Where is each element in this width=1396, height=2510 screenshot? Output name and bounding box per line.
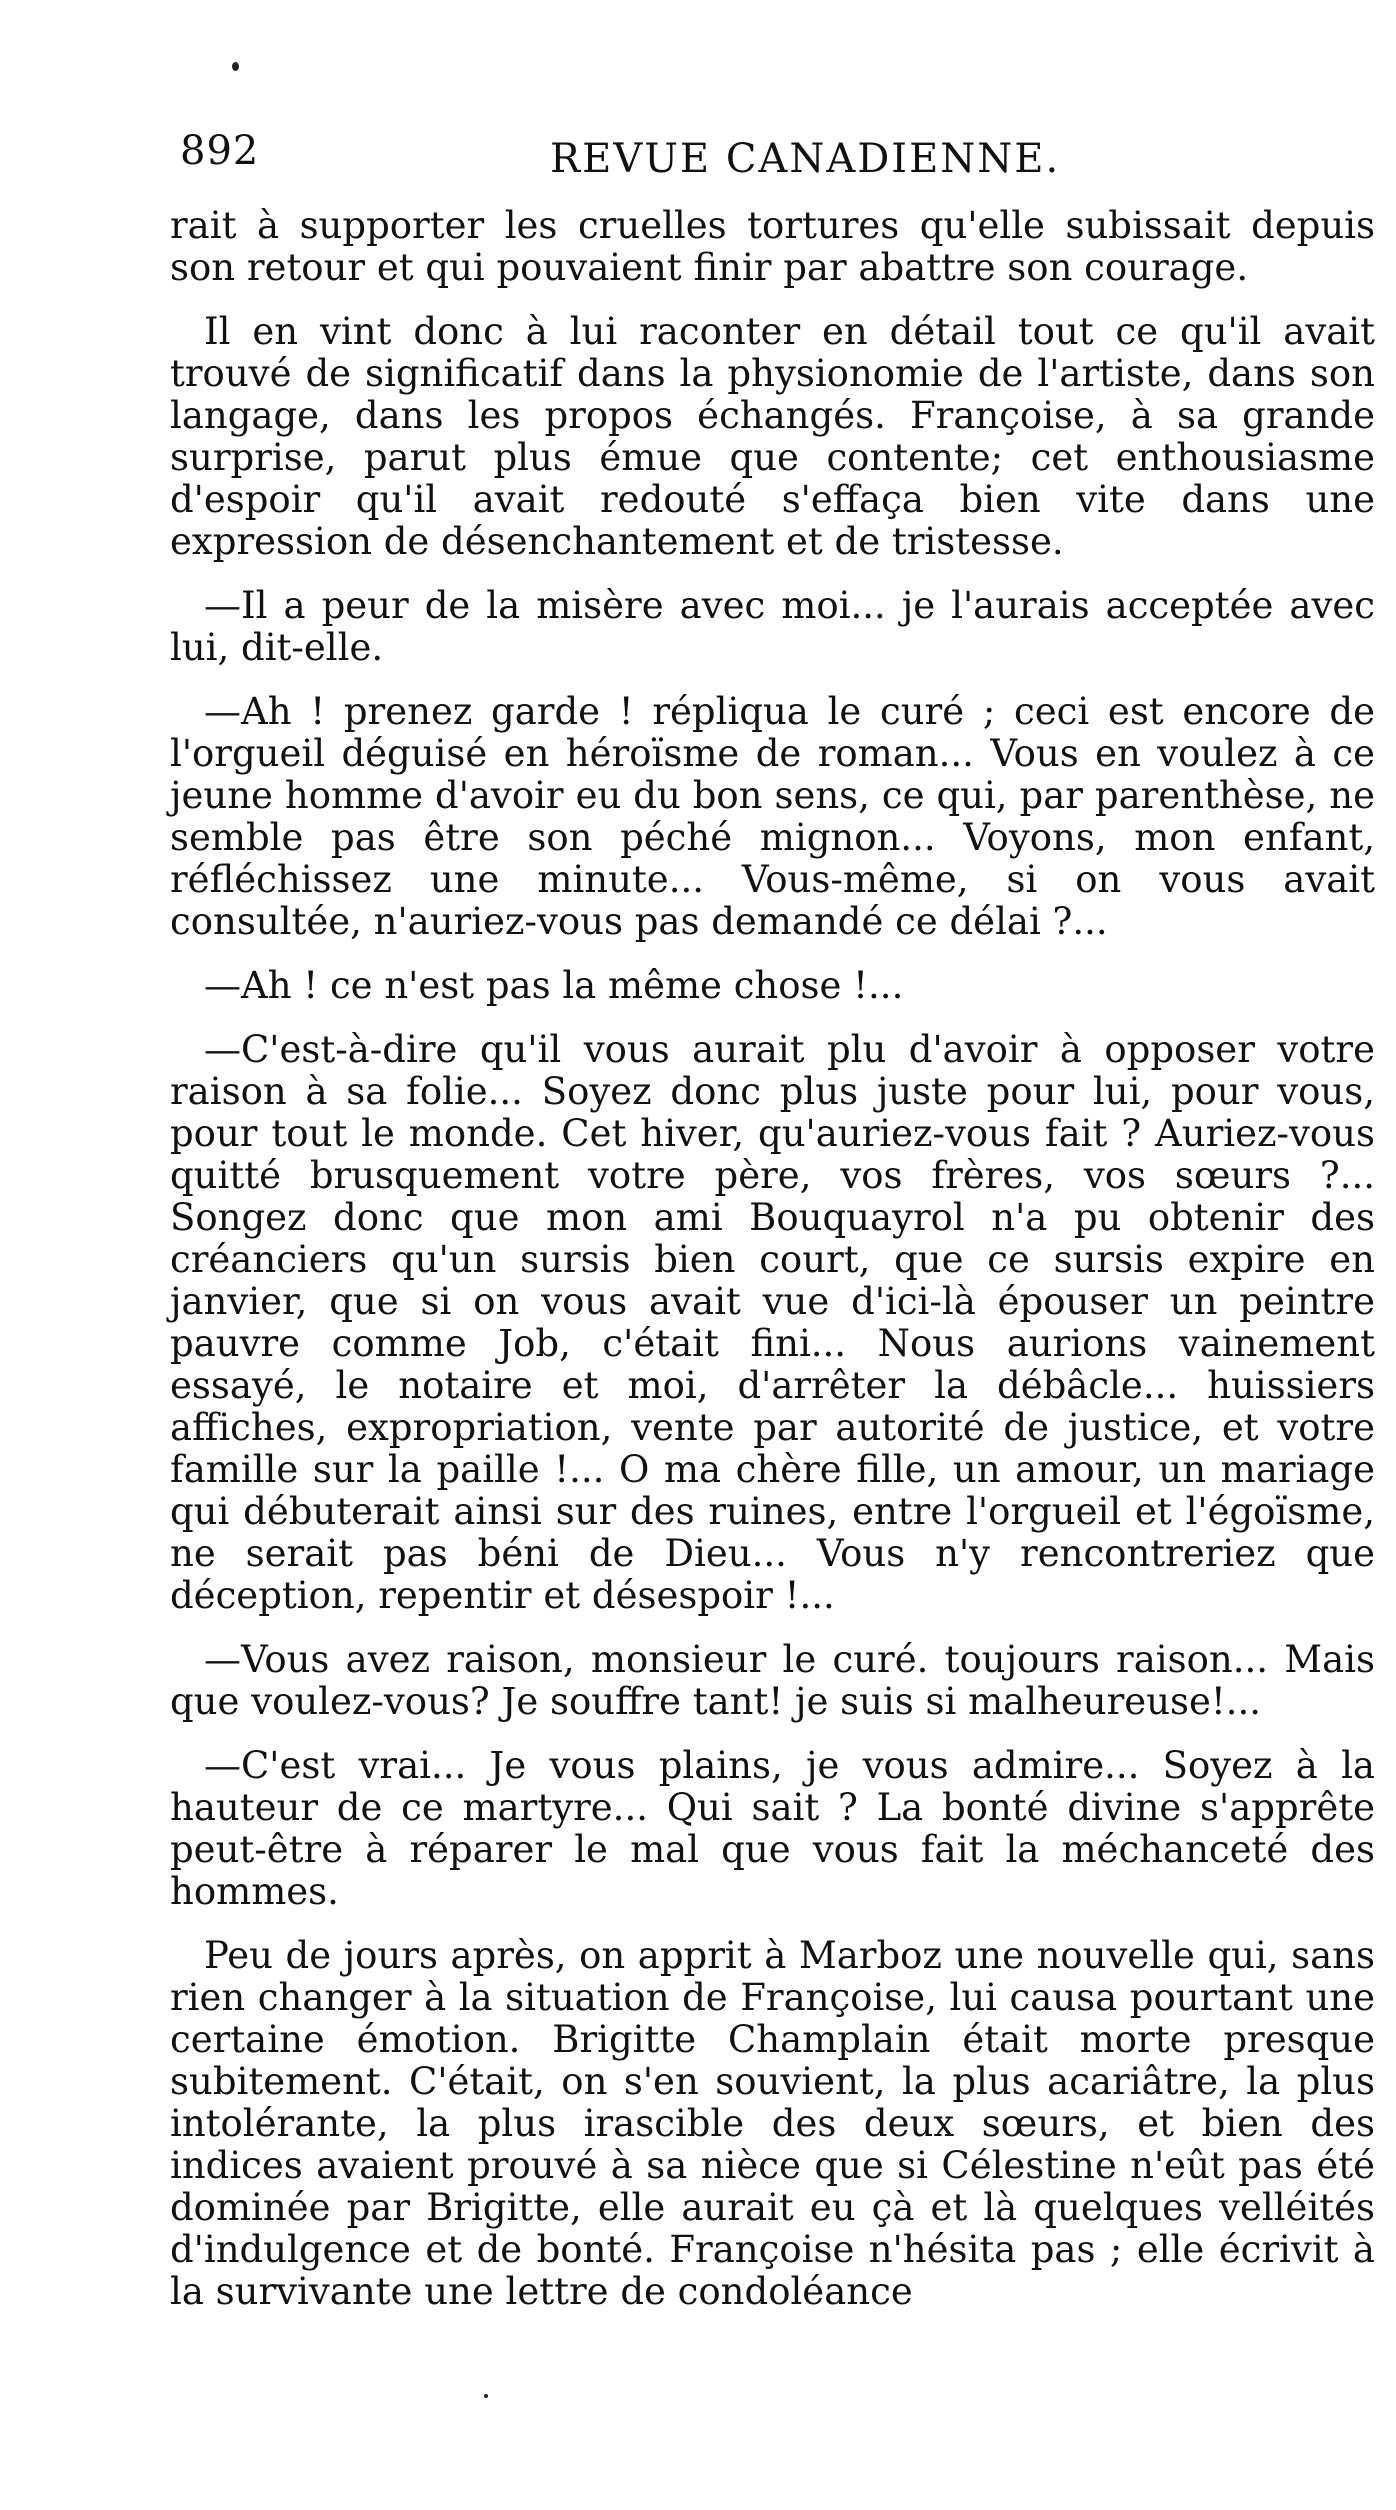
ink-speck: [484, 2394, 488, 2398]
dialogue-line: —Ah ! prenez garde ! répliqua le curé ; ceci est encore de l'orgueil déguisé en héroïsme de roman... Vous en voulez à ce jeune homme d'avoir eu du bon sens, ce qui, par parenthèse, ne semble pas être son péché mignon... Voyons, mon enfant, réfléchissez une minute... Vous-même, si on vous avait consultée, n'auriez-vous pas demandé ce délai ?...: [170, 690, 1375, 943]
body-text: [170, 205, 1375, 2335]
dialogue-line: —C'est-à-dire qu'il vous aurait plu d'avoir à opposer votre raison à sa folie... Soyez donc plus juste pour lui, pour vous, pour tout le monde. Cet hiver, qu'auriez-vous fait ? Auriez-vous quitté brusquement votre père, vos frères, vos sœurs ?... Songez donc que mon ami Bouquayrol n'a pu obtenir des créanciers qu'un sursis bien court, que ce sursis expire en janvier, que si on vous avait vue d'ici-là épouser un peintre pauvre comme Job, c'était fini... Nous aurions vainement essayé, le notaire et moi, d'arrêter la débâcle... huissiers affiches, expropriation, vente par autorité de justice, et votre famille sur la paille !... O ma chère fille, un amour, un mariage qui débuterait ainsi sur des ruines, entre l'orgueil et l'égoïsme, ne serait pas béni de Dieu... Vous n'y rencontreriez que déception, repentir et désespoir !...: [170, 1028, 1375, 1617]
paragraph: Peu de jours après, on apprit à Marboz une nouvelle qui, sans rien changer à la situation de Françoise, lui causa pourtant une certaine émotion. Brigitte Champlain était morte presque subitement. C'était, on s'en souvient, la plus acariâtre, la plus intolérante, la plus irascible des deux sœurs, et bien des indices avaient prouvé à sa nièce que si Célestine n'eût pas été dominée par Brigitte, elle aurait eu çà et là quelques velléités d'indulgence et de bonté. Françoise n'hésita pas ; elle écrivit à la survivante une lettre de condoléance: [170, 1934, 1375, 2313]
paragraph: Il en vint donc à lui raconter en détail tout ce qu'il avait trouvé de significatif dans la physionomie de l'artiste, dans son langage, dans les propos échangés. Françoise, à sa grande surprise, parut plus émue que contente; cet enthousiasme d'espoir qu'il avait redouté s'effaça bien vite dans une expression de désenchantement et de tristesse.: [170, 310, 1375, 563]
page-number: 892: [180, 128, 260, 174]
page-header: [180, 128, 1380, 198]
ink-speck: [232, 62, 239, 71]
dialogue-line: —Ah ! ce n'est pas la même chose !...: [204, 964, 904, 1007]
running-title: REVUE CANADIENNE.: [550, 136, 1061, 182]
paragraph-continuation: rait à supporter les cruelles tortures qu'elle subissait depuis son retour et qui pouvaient finir par abattre son courage.: [170, 204, 1375, 289]
dialogue-line: —Il a peur de la misère avec moi... je l'aurais acceptée avec lui, dit-elle.: [170, 584, 1375, 669]
dialogue-line: —C'est vrai... Je vous plains, je vous admire... Soyez à la hauteur de ce martyre... Qui sait ? La bonté divine s'apprête peut-être à réparer le mal que vous fait la méchanceté des hommes.: [170, 1744, 1375, 1913]
dialogue-line: —Vous avez raison, monsieur le curé. toujours raison... Mais que voulez-vous? Je souffre tant! je suis si malheureuse!...: [170, 1638, 1375, 1723]
